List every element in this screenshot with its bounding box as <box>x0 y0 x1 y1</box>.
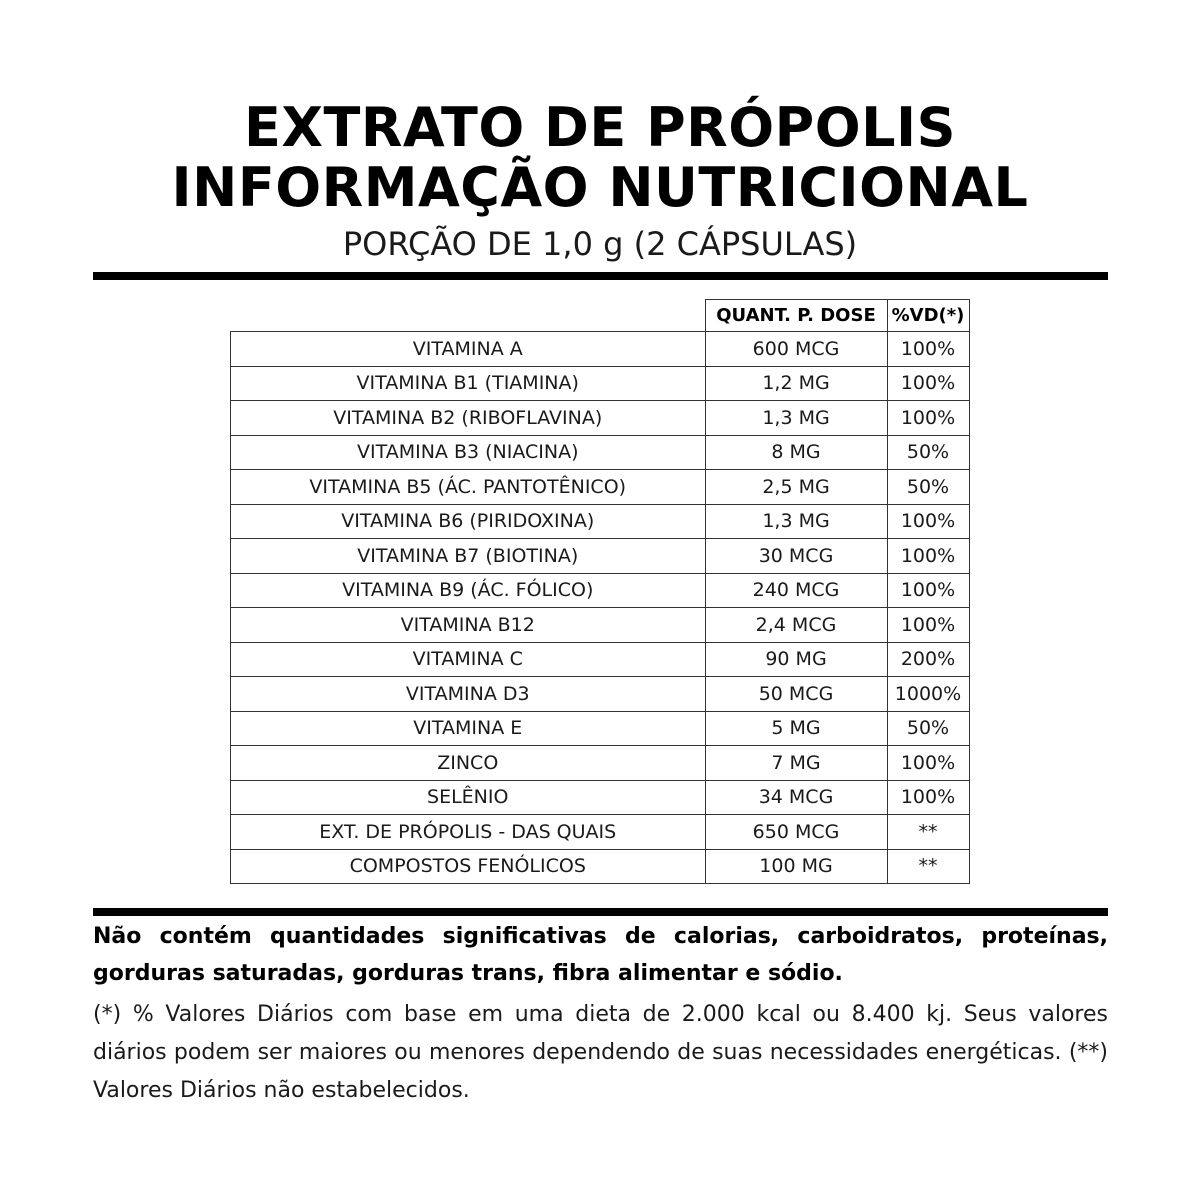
daily-value-cell: 50% <box>887 435 969 470</box>
table-row <box>231 401 970 436</box>
quantity-cell: 600 MCG <box>705 332 887 367</box>
quantity-cell: 8 MG <box>705 435 887 470</box>
daily-value-cell: 100% <box>887 366 969 401</box>
daily-value-cell: 100% <box>887 539 969 574</box>
nutrient-name-cell: SELÊNIO <box>231 780 706 815</box>
quantity-cell: 90 MG <box>705 642 887 677</box>
quantity-cell: 1,3 MG <box>705 504 887 539</box>
quantity-cell: 2,5 MG <box>705 470 887 505</box>
title-line-1: EXTRATO DE PRÓPOLIS <box>243 96 957 159</box>
nutrition-table <box>230 299 970 884</box>
table-row <box>231 608 970 643</box>
daily-values-footnote: (*) % Valores Diários com base em uma dieta de 2.000 kcal ou 8.400 kj. Seus valores diários podem ser maiores ou menores dependendo de suas necessidades energéticas. (**) Valores Diários não estabelecidos. <box>93 1002 1108 1103</box>
nutrients-disclaimer: Não contém quantidades significativas de calorias, carboidratos, proteínas, gorduras saturadas, gorduras trans, fibra alimentar e sódio. <box>93 924 1108 986</box>
quantity-cell: 240 MCG <box>705 573 887 608</box>
daily-value-cell: 200% <box>887 642 969 677</box>
daily-value-cell: 100% <box>887 332 969 367</box>
table-row <box>231 366 970 401</box>
daily-value-cell: 100% <box>887 780 969 815</box>
nutrient-name-cell: VITAMINA B9 (ÁC. FÓLICO) <box>231 573 706 608</box>
daily-value-cell: ** <box>887 815 969 850</box>
quantity-cell: 1,2 MG <box>705 366 887 401</box>
quantity-cell: 2,4 MCG <box>705 608 887 643</box>
daily-value-cell: 100% <box>887 573 969 608</box>
nutrient-name-cell: COMPOSTOS FENÓLICOS <box>231 849 706 884</box>
quantity-cell: 34 MCG <box>705 780 887 815</box>
nutrient-name-cell: VITAMINA B5 (ÁC. PANTOTÊNICO) <box>231 470 706 505</box>
nutrient-name-cell: VITAMINA C <box>231 642 706 677</box>
nutrient-name-cell: VITAMINA B12 <box>231 608 706 643</box>
nutrient-name-cell: VITAMINA B7 (BIOTINA) <box>231 539 706 574</box>
table-row <box>231 470 970 505</box>
nutrient-name-cell: EXT. DE PRÓPOLIS - DAS QUAIS <box>231 815 706 850</box>
daily-value-cell: 100% <box>887 746 969 781</box>
table-row <box>231 849 970 884</box>
table-row <box>231 711 970 746</box>
table-row <box>231 677 970 712</box>
daily-value-cell: 100% <box>887 608 969 643</box>
top-divider <box>93 272 1108 280</box>
daily-value-cell: 1000% <box>887 677 969 712</box>
daily-value-cell: 100% <box>887 504 969 539</box>
nutrient-name-cell: VITAMINA E <box>231 711 706 746</box>
quantity-cell: 650 MCG <box>705 815 887 850</box>
table-row <box>231 435 970 470</box>
daily-value-cell: 50% <box>887 711 969 746</box>
daily-value-cell: ** <box>887 849 969 884</box>
quantity-cell: 50 MCG <box>705 677 887 712</box>
nutrient-name-cell: VITAMINA B2 (RIBOFLAVINA) <box>231 401 706 436</box>
portion-subtitle: PORÇÃO DE 1,0 g (2 CÁPSULAS) <box>342 225 858 263</box>
nutrient-name-cell: VITAMINA B6 (PIRIDOXINA) <box>231 504 706 539</box>
nutrient-name-cell: ZINCO <box>231 746 706 781</box>
quantity-cell: 100 MG <box>705 849 887 884</box>
quantity-cell: 7 MG <box>705 746 887 781</box>
header-daily-value: %VD(*) <box>887 300 969 332</box>
header-blank-cell <box>231 300 706 332</box>
table-row <box>231 504 970 539</box>
quantity-cell: 5 MG <box>705 711 887 746</box>
table-row <box>231 642 970 677</box>
table-row <box>231 332 970 367</box>
table-row <box>231 573 970 608</box>
bottom-divider <box>93 908 1108 916</box>
daily-value-cell: 50% <box>887 470 969 505</box>
table-row <box>231 539 970 574</box>
nutrient-name-cell: VITAMINA B3 (NIACINA) <box>231 435 706 470</box>
table-row <box>231 815 970 850</box>
table-row <box>231 780 970 815</box>
daily-value-cell: 100% <box>887 401 969 436</box>
quantity-cell: 1,3 MG <box>705 401 887 436</box>
table-body <box>231 332 970 884</box>
nutrient-name-cell: VITAMINA A <box>231 332 706 367</box>
title-line-2: INFORMAÇÃO NUTRICIONAL <box>171 156 1029 219</box>
table-header-row <box>231 300 970 332</box>
nutrient-name-cell: VITAMINA D3 <box>231 677 706 712</box>
nutrient-name-cell: VITAMINA B1 (TIAMINA) <box>231 366 706 401</box>
quantity-cell: 30 MCG <box>705 539 887 574</box>
header-quantity: QUANT. P. DOSE <box>705 300 887 332</box>
table-row <box>231 746 970 781</box>
